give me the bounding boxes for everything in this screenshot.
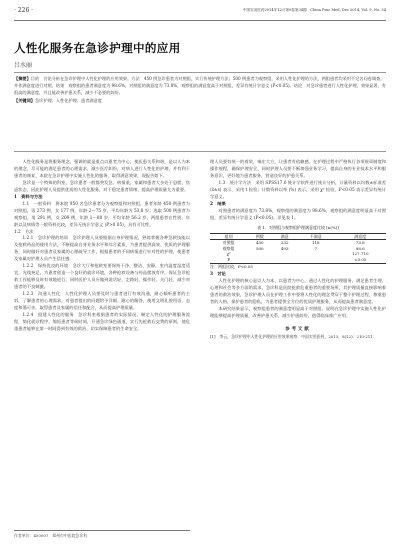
abstract-label: 【摘要】 [14,76,31,81]
reference-item: [1] 李云，急诊护理中人性化护理的应用效果观察．中国实用医药，2013，8(12)：210-211. [210,334,374,340]
page-header [14,6,386,21]
column-header: 满意 [280,233,289,239]
abstract-text: 目的 讨论分析在急诊护理中人性化护理的应用效果。方法 450 例急诊患者为对照组，实行传统护理方法；500 例患者为观察组，采用人性化护理的方法，两组患者均采用不记名问卷调查，并作满意度进行对照。结果 观察组的患者满意度为 98.6%，对照组的满意度为 73.8%，观察组的满意度高于对照组，差异有统计学意义 (P<0.05)。结论 对急诊患者进行人性化护理，效果显著，有很高的满意度，并且能改善护患关系，减少不必要的纠纷。 [14,76,386,95]
table-cell: 73.8 [355,240,365,246]
keywords-text: 急诊护理；人性化护理；患者满意度 [34,98,102,104]
paragraph: 1.3 统计学方法 采用 SPSS17.0 统计学软件进行统计分析，计量资料以均数±标准差 (x̄±s) 表示，采用 t 检验；计数资料以率 (%) 表示，采用 χ² 检验，P<0.05 表示差异有统计学意义。 [210,180,386,200]
paragraph: 理人员要有统一的着装，端庄大方，让患者有依赖感，在护理过程中严格执行各项规章制度和操作规程，确保护理安全，同时护理人员要不断加强业务学习，提高自身的专业技术水平和服务意识，更好地为患者服务，营造良好的护患关系。 [210,160,386,179]
page-number: · 226 · [14,7,34,14]
paragraph: 1.2.2 保持优良的环境 急诊大厅和抢救室要保持干净、整洁、安静，室内温度湿度适宜，光线充足，为患者创造一个良好的就诊环境，各种抢救设备与药品摆放有序，保证急诊抢救工作能够及时有效地进行，同时医护人员应做到说话轻、走路轻、操作轻、关门轻，减少对患者的不良刺激。 [14,264,190,291]
table-cell: 127.710 [351,251,369,257]
right-column [210,160,386,341]
paragraph: 1.2.1 急诊护理的培训 急诊护理人员要根据自身护理情况，熟练掌握各种急救技能以及抢救药品的使用方法，不断提高自身业务水平和综合素质，为患者提供高效、优质的护理服务，同时做好对患者及家属的心理疏导工作，根据患者的不同病情进行针对性的护理，使患者及家属对护理人员产生信任感。 [14,236,190,263]
table-cell: χ² [226,251,231,257]
section-heading: 1 资料与方法 [14,194,43,200]
table-cell: <0.05 [354,256,367,262]
table-cell [272,257,297,263]
article-title: 人性化服务在急诊护理中的应用 [14,41,181,55]
paragraph: 对照患者的满意度为 73.8%，观察组的满意度为 98.6%，观察组的满意度明显高于对照组，差异有统计学意义 (P<0.05)。详见表 1。 [210,208,386,221]
paragraph: 1.2.3 沟通人性化 人性化护理人员要及时与患者进行有效沟通，耐心倾听患者的主诉，了解患者的心理需求，对患者提出的问题给予详细、耐心的解答，使用文明礼貌用语，态度和蔼可亲，取得患者及家属的信任和配合，从而提高护理质量。 [14,292,190,312]
results-table-block [210,225,386,271]
table-row [210,257,386,263]
table-cell: 450 [255,240,264,246]
paragraph: 急诊是一个特殊的科室，急诊患者一般都突发急、病情重，家属和患者大多处于恐慌、焦虑状态，因此护理人员提供优质的人性化服务，对于稳定患者情绪、提高护理质量尤为重要。 [14,180,190,193]
table-cell [247,257,272,263]
section-heading: 3 讨论 [210,272,226,278]
subsection-heading: 1.2 方法 [14,229,34,235]
author-affiliation-footnote: 作者单位：450007 郑州市中医院急诊科 [14,530,190,539]
table-note: 注：两组比较，P<0.05 [210,263,253,269]
column-header: 例数 [255,233,264,239]
author-name: 吕水丽 [14,62,33,69]
section-heading: 2 结果 [210,201,226,207]
column-header: 不满意 [309,233,322,239]
paragraph: 1.1 一般资料 将本院 950 名急诊患者分为观察组和对照组，患者年龄 450 例患者为对照组，男 273 例，女 177 例，年龄 2～75 岁，平均年龄为 53.8 岁；选取 500 例患者为观察组，男 291 例，女 209 例，年龄 1～80 岁，平均年龄 56.2 岁，两组患者在性别、年龄以及病情等一般资料比较，差异无统计学意义 (P>0.05)，具有可比性。 [14,201,190,228]
table-cell: 观察组 [222,245,235,251]
keywords [14,98,386,105]
table-cell [297,257,334,263]
table-cell: 493 [280,245,289,251]
table-cell: 7 [314,245,318,251]
table-cell: 500 [255,245,264,251]
journal-info: 中国实用医药2014年12月第9卷第34期 China Prac Med, Dec 2014, Vol. 9, No. 34 [242,8,386,12]
results-table [210,233,386,264]
left-column [14,160,190,334]
table-cell: 118 [311,240,320,246]
paragraph: 人性化服务是将服务理念，强调的就是重点以患者为中心，使医患关系和谐，是以人为本的理念，尽可能的满足患者的心理需求，减少医疗纠纷，对病人进行人性化的护理，并有利于患者的康复、本院在急诊护理中实施人性化的服务，取得满意效果，现报告如下。 [14,160,190,179]
abstract [14,76,386,96]
table-header-row [210,233,386,240]
table-cell: P [227,256,231,262]
abstract-block [14,72,386,152]
references-heading: 参考文献 [285,327,311,333]
table-cell: 98.6 [355,245,365,251]
paragraph: 人性化护理的核心是以人为本，以患者为中心，通过人性化的护理服务，满足患者生理、心理和社会等多方面的需求，急诊科是医院抢救危重患者的重要场所，其护理质量直接影响着患者的救治效果，急诊护理人员在护理工作中要将人性化的理念贯穿于整个护理过程，尊重患者的人格，保护患者的隐私，为患者提供全方位的优质护理服务，从而提高患者满意度。 [210,279,386,306]
paragraph: 1.2.4 组建人性化的服务 急诊科室根据患者的实际情况，制定人性化的护理服务流程，简化就诊程序，缩短患者等候时间，开通急诊绿色通道，实行先抢救后交费的原则，使危重患者能够在第一时间得到有效的救治，切实保障患者的生命安全。 [14,312,190,332]
table-title: 表 1 对照组与观察组护理满意度比较 [n(%)] [257,224,339,230]
paragraph: 本研究结果显示，观察组患者的满意度明显高于对照组，说明在急诊护理中实施人性化护理能够提高护理质量，改善护患关系，减少护患纠纷，值得临床推广应用。 [210,307,386,320]
column-header: 组别 [224,233,233,239]
keywords-label: 【关键词】 [14,98,35,104]
table-cell: 332 [280,240,289,246]
table-cell: 对照组 [222,240,235,246]
column-header: 满意度 [354,233,367,239]
